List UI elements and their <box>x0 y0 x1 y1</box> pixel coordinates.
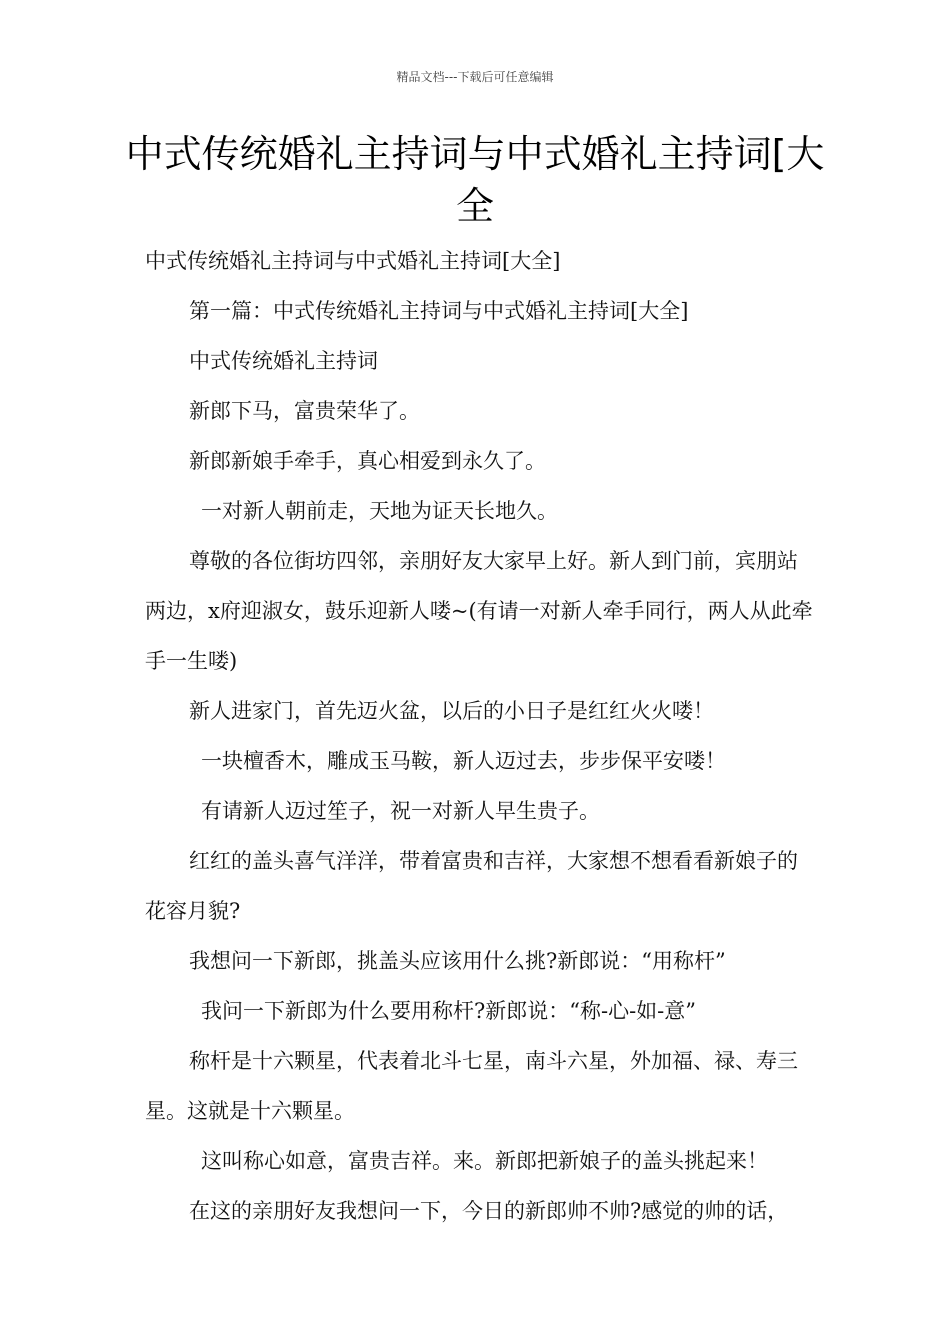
paragraph: 我问一下新郎为什么要用称杆?新郎说：“称-心-如-意” <box>201 999 697 1023</box>
page-header: 精品文档---下载后可任意编辑 <box>396 70 554 84</box>
paragraph: 新郎新娘手牵手，真心相爱到永久了。 <box>189 449 546 473</box>
paragraph-heading: 中式传统婚礼主持词 <box>189 349 378 373</box>
document-body <box>145 236 815 1236</box>
paragraph: 红红的盖头喜气洋洋，带着富贵和吉祥，大家想不想看看新娘子的花容月貌? <box>145 849 798 923</box>
paragraph: 这叫称心如意，富贵吉祥。来。新郎把新娘子的盖头挑起来！ <box>201 1149 768 1173</box>
document-title: 中式传统婚礼主持词与中式婚礼主持词[大全 <box>125 132 825 228</box>
paragraph: 我想问一下新郎，挑盖头应该用什么挑?新郎说：“用称杆” <box>189 949 726 973</box>
paragraph: 新郎下马，富贵荣华了。 <box>189 399 420 423</box>
paragraph: 有请新人迈过笙子，祝一对新人早生贵子。 <box>201 799 600 823</box>
paragraph: 在这的亲朋好友我想问一下，今日的新郎帅不帅?感觉的帅的话， <box>189 1199 789 1223</box>
paragraph-subtitle: 中式传统婚礼主持词与中式婚礼主持词[大全] <box>145 249 561 273</box>
paragraph: 新人进家门，首先迈火盆，以后的小日子是红红火火喽！ <box>189 699 714 723</box>
paragraph: 一对新人朝前走，天地为证天长地久。 <box>201 499 558 523</box>
paragraph: 尊敬的各位街坊四邻，亲朋好友大家早上好。新人到门前，宾朋站两边，x府迎淑女，鼓乐迎新人喽~(有请一对新人牵手同行，两人从此牵手一生喽) <box>145 549 813 673</box>
paragraph: 称杆是十六颗星，代表着北斗七星，南斗六星，外加福、禄、寿三星。这就是十六颗星。 <box>145 1049 798 1123</box>
paragraph: 一块檀香木，雕成玉马鞍，新人迈过去，步步保平安喽！ <box>201 749 726 773</box>
paragraph-section-heading: 第一篇：中式传统婚礼主持词与中式婚礼主持词[大全] <box>189 299 689 323</box>
